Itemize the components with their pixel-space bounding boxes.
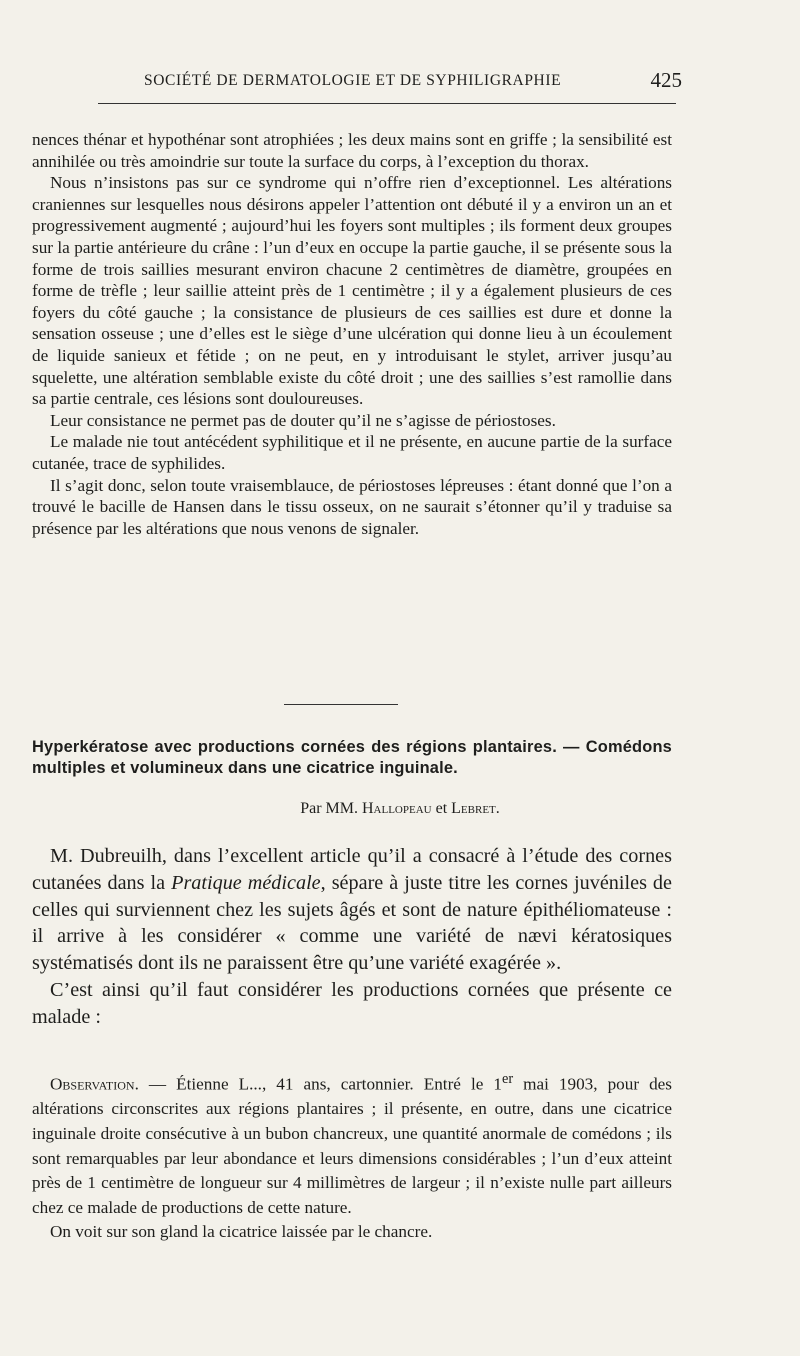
article-title: Hyperkératose avec productions cornées des régions plantaires. — Comédons multiples et volumineux dans une cicatrice inguinale. (32, 738, 672, 777)
author-hallopeau: Hallopeau (362, 800, 432, 817)
paragraph-continuation: nences thénar et hypothénar sont atrophiées ; les deux mains sont en griffe ; la sensibilité est annihilée ou très amoindrie sur toute la surface du corps, à l’exception du thorax. (32, 130, 672, 171)
observation-text-end: mai 1903, pour des altérations circonscrites aux régions plantaires ; il présente, en outre, dans une cicatrice inguinale droite consécutive à un bubon chancreux, une quantité anormale de comédons ; ils sont remarquables par leur abondance et leurs dimensions considérables ; l’un d’eux atteint près de 1 centimètre de longueur sur 4 millimètres de largeur ; il n’existe nulle part ailleurs chez ce malade de productions de cette nature. (32, 1074, 672, 1217)
ordinal-superscript: er (501, 1071, 514, 1087)
dubreuilh-text-end: , sépare à juste titre les cornes juvéniles de celles qui surviennent chez les sujets âgés et sont de nature épithéliomateuse : il arrive à les considérer « comme une variété de nævi kératosiques systématisés dont ils ne paraissent être qu’une variété exagérée ». (32, 871, 672, 975)
paragraph-cest-ainsi: C’est ainsi qu’il faut considérer les productions cornées que présente ce malade : (32, 978, 672, 1028)
pratique-medicale-title: Pratique médicale (171, 871, 321, 894)
article-authors (0, 800, 800, 818)
page-number: 425 (650, 68, 682, 92)
observation-text-start: — Étienne L..., 41 ans, cartonnier. Entré le 1 (138, 1074, 502, 1094)
author-lebret: Lebret. (451, 800, 500, 817)
authors-joiner: et (435, 800, 448, 817)
observation-section (32, 1067, 672, 1245)
paragraph-conclusion: Il s’agit donc, selon toute vraisemblauce, de périostoses lépreuses : étant donné que l’on a trouvé le bacille de Hansen dans le tissu osseux, on ne saurait s’étonner qu’il y traduise sa présence par les altérations que nous venons de signaler. (32, 475, 672, 538)
page-header (40, 68, 680, 98)
authors-prefix: Par MM. (300, 800, 358, 817)
header-rule (98, 103, 676, 104)
paragraph-dubreuilh (32, 843, 672, 977)
paragraph-antecedent: Le malade nie tout antécédent syphilitique et il ne présente, en aucune partie de la surface cutanée, trace de syphilides. (32, 432, 672, 473)
running-title: SOCIÉTÉ DE DERMATOLOGIE ET DE SYPHILIGRAPHIE (144, 72, 562, 89)
section-divider (284, 704, 398, 705)
paragraph-gland: On voit sur son gland la cicatrice laissée par le chancre. (50, 1222, 433, 1242)
paragraph-observation (32, 1067, 672, 1220)
article-body (32, 843, 672, 1031)
paragraph-syndrome: Nous n’insistons pas sur ce syndrome qui n’offre rien d’exceptionnel. Les altérations craniennes sur lesquelles nous désirons appeler l’attention ont débuté il y a environ un an et progressivement augmenté ; aujourd’hui les foyers sont multiples ; ils forment deux groupes sur la partie antérieure du crâne : l’un d’eux en occupe la partie gauche, il se présente sous la forme de trois saillies mesurant environ chacune 2 centimètres de diamètre, groupées en forme de trèfle ; leur saillie atteint près de 1 centimètre ; il y a également plusieurs de ces foyers du côté gauche ; la consistance de plusieurs de ces saillies est dure et donne la sensation osseuse ; une d’elles est le siège d’une ulcération qui donne lieu à un écoulement de liquide sanieux et fétide ; on ne peut, en y introduisant le stylet, arriver jusqu’au squelette, une altération semblable existe du côté droit ; une des saillies s’est ramollie dans sa partie centrale, ces lésions sont douloureuses. (32, 173, 672, 409)
observation-label: Observation. (50, 1074, 139, 1094)
paragraph-consistance: Leur consistance ne permet pas de douter qu’il ne s’agisse de périostoses. (50, 410, 556, 430)
dubreuilh-text-start: M. Dubreuilh, dans l’excellent article qu’il a consacré à l’étude des cornes cutanées dans la (32, 845, 672, 894)
intro-section (32, 129, 672, 539)
